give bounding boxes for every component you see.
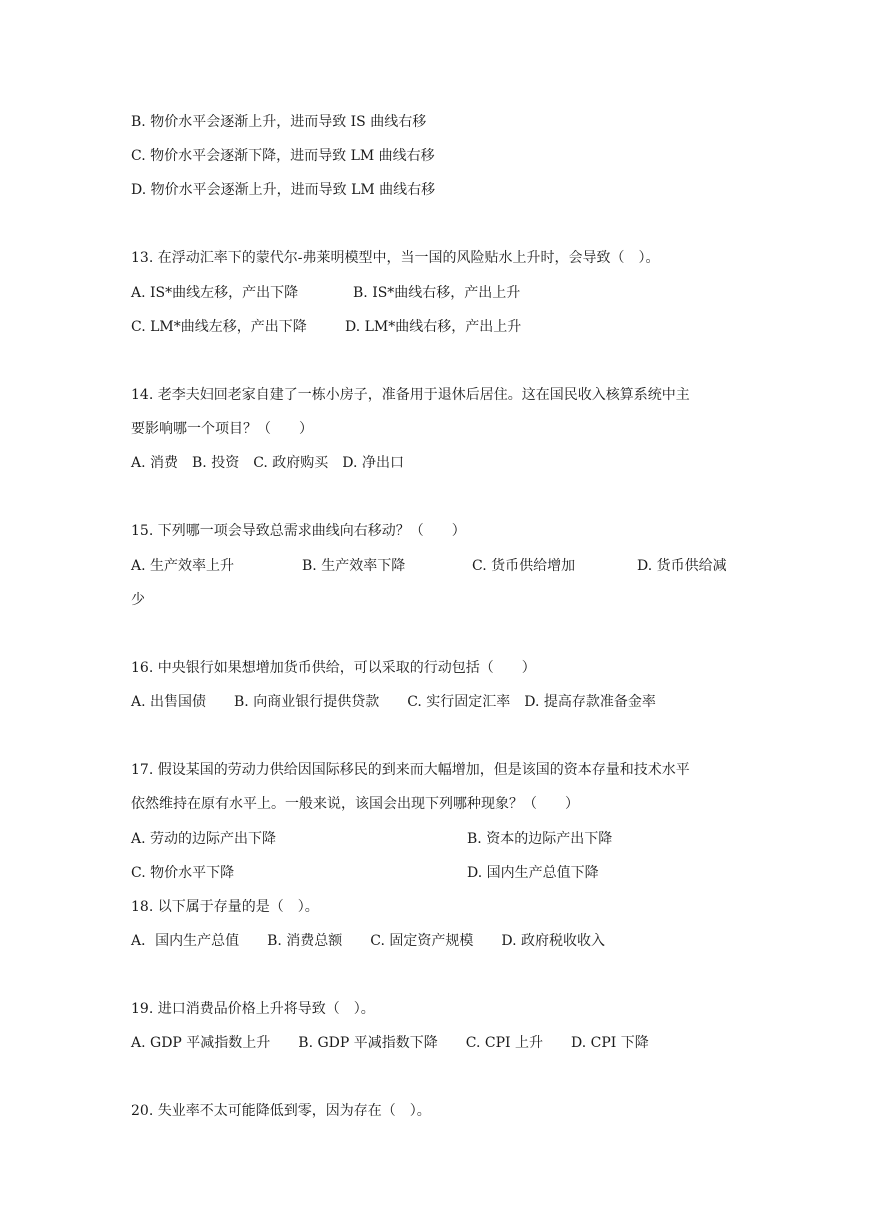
q19-options: A. GDP 平减指数上升 B. GDP 平减指数下降 C. CPI 上升 D. CPI 下降 [131,1035,649,1051]
q13-option-b: B. IS*曲线右移，产出上升 [353,285,521,301]
q20-stem: 20. 失业率不太可能降低到零，因为存在（ ）。 [131,1103,431,1119]
q17-option-b: B. 资本的边际产出下降 [467,831,613,847]
q15-option-a: A. 生产效率上升 [131,558,235,574]
q15-option-b: B. 生产效率下降 [302,558,406,574]
q18-options: A．国内生产总值 B. 消费总额 C. 固定资产规模 D. 政府税收收入 [131,933,606,949]
q16-stem: 16. 中央银行如果想增加货币供给，可以采取的行动包括（ ） [131,660,536,676]
q16-options: A. 出售国债 B. 向商业银行提供贷款 C. 实行固定汇率 D. 提高存款准备金率 [131,694,656,710]
q18-stem: 18. 以下属于存量的是（ ）。 [131,899,319,915]
q17-option-c: C. 物价水平下降 [131,865,235,881]
q17-stem-line1: 17. 假设某国的劳动力供给因国际移民的到来而大幅增加，但是该国的资本存量和技术水平 [131,762,690,778]
q14-options: A. 消费 B. 投资 C. 政府购买 D. 净出口 [131,455,404,471]
q15-option-c: C. 货币供给增加 [472,558,576,574]
q12-option-b: B. 物价水平会逐渐上升，进而导致 IS 曲线右移 [131,114,427,130]
q12-option-d: D. 物价水平会逐渐上升，进而导致 LM 曲线右移 [131,182,436,198]
q17-option-a: A. 劳动的边际产出下降 [131,831,277,847]
q17-stem-line2: 依然维持在原有水平上。一般来说，该国会出现下列哪种现象？（ ） [131,796,579,812]
q19-stem: 19. 进口消费品价格上升将导致（ ）。 [131,1001,375,1017]
q15-option-d: D. 货币供给减 [637,558,727,574]
q15-option-d-continued: 少 [131,592,145,608]
q14-stem-line1: 14. 老李夫妇回老家自建了一栋小房子，准备用于退休后居住。这在国民收入核算系统中主 [131,387,690,403]
q13-option-c: C. LM*曲线左移，产出下降 [131,319,307,335]
q13-stem: 13. 在浮动汇率下的蒙代尔-弗莱明模型中，当一国的风险贴水上升时，会导致（ ）。 [131,250,660,266]
q14-stem-line2: 要影响哪一个项目？（ ） [131,421,313,437]
q17-option-d: D. 国内生产总值下降 [467,865,599,881]
q12-option-c: C. 物价水平会逐渐下降，进而导致 LM 曲线右移 [131,148,435,164]
q13-option-a: A. IS*曲线左移，产出下降 [131,285,299,301]
q15-stem: 15. 下列哪一项会导致总需求曲线向右移动？（ ） [131,523,466,539]
q13-option-d: D. LM*曲线右移，产出上升 [345,319,522,335]
